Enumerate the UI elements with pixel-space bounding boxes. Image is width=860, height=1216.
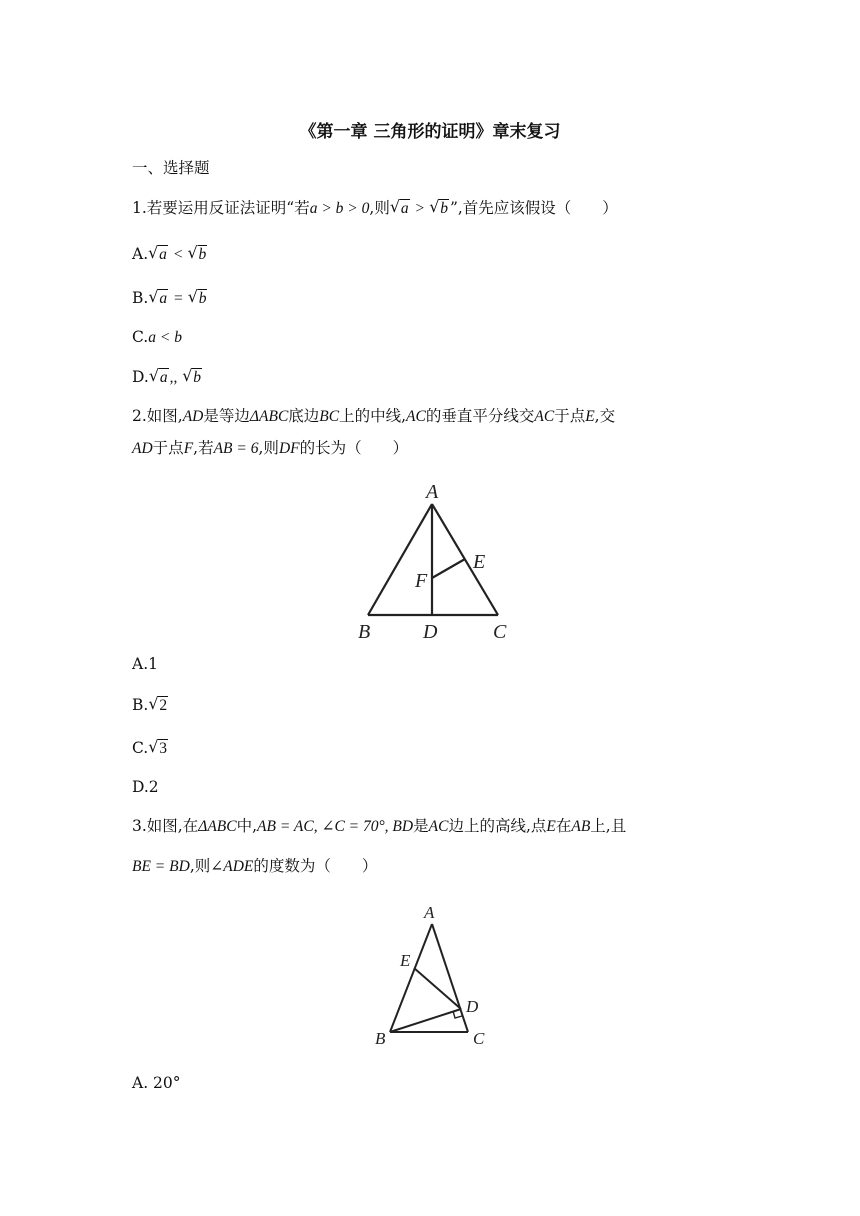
- segment-bd: [390, 1009, 461, 1032]
- question-2-figure: [340, 472, 530, 647]
- question-1-option-b: B.√ a = √ b: [132, 288, 208, 309]
- page-title: 《第一章 三角形的证明》章末复习: [299, 122, 561, 142]
- label-e: E: [473, 551, 486, 573]
- label-c: C: [473, 1029, 485, 1048]
- question-2-option-a: A.1: [132, 655, 158, 673]
- label-b: B: [358, 621, 371, 643]
- question-2-option-d: D.2: [132, 778, 159, 796]
- question-1-stem: 1.若要运用反证法证明“若a > b > 0,则√ a > √ b ”,首先应该假设（ ）: [132, 198, 618, 219]
- label-a: A: [426, 481, 439, 503]
- question-2-stem-line-1: 2.如图,AD是等边ΔABC底边BC上的中线,AC的垂直平分线交AC于点E,交: [132, 407, 616, 425]
- segment-ab: [368, 504, 432, 615]
- label-d: D: [466, 997, 479, 1016]
- question-1-option-c: C.a < b: [132, 328, 182, 346]
- question-3-stem-line-1: 3.如图,在ΔABC中,AB = AC, ∠C = 70°, BD是AC边上的高线,点E在AB上,且: [132, 817, 627, 835]
- question-3-stem-line-2: BE = BD,则∠ADE的度数为（ ）: [132, 857, 378, 875]
- question-2-stem-line-2: AD于点F,若AB = 6,则DF的长为（ ）: [132, 439, 409, 457]
- question-3-figure: [360, 898, 500, 1050]
- label-d: D: [423, 621, 438, 643]
- label-a: A: [424, 903, 435, 922]
- label-f: F: [415, 570, 428, 592]
- label-e: E: [400, 951, 411, 970]
- question-1-option-a: A.√ a < √ b: [132, 244, 208, 265]
- label-c: C: [493, 621, 507, 643]
- section-heading: 一、选择题: [132, 159, 210, 177]
- question-3-option-a: A. 20°: [132, 1074, 181, 1092]
- question-2-option-b: B.√ 2: [132, 695, 169, 716]
- label-b: B: [375, 1029, 386, 1048]
- question-2-option-c: C.√ 3: [132, 738, 169, 759]
- segment-ef: [432, 559, 465, 578]
- question-1-option-d: D.√ a ,, √ b: [132, 367, 203, 388]
